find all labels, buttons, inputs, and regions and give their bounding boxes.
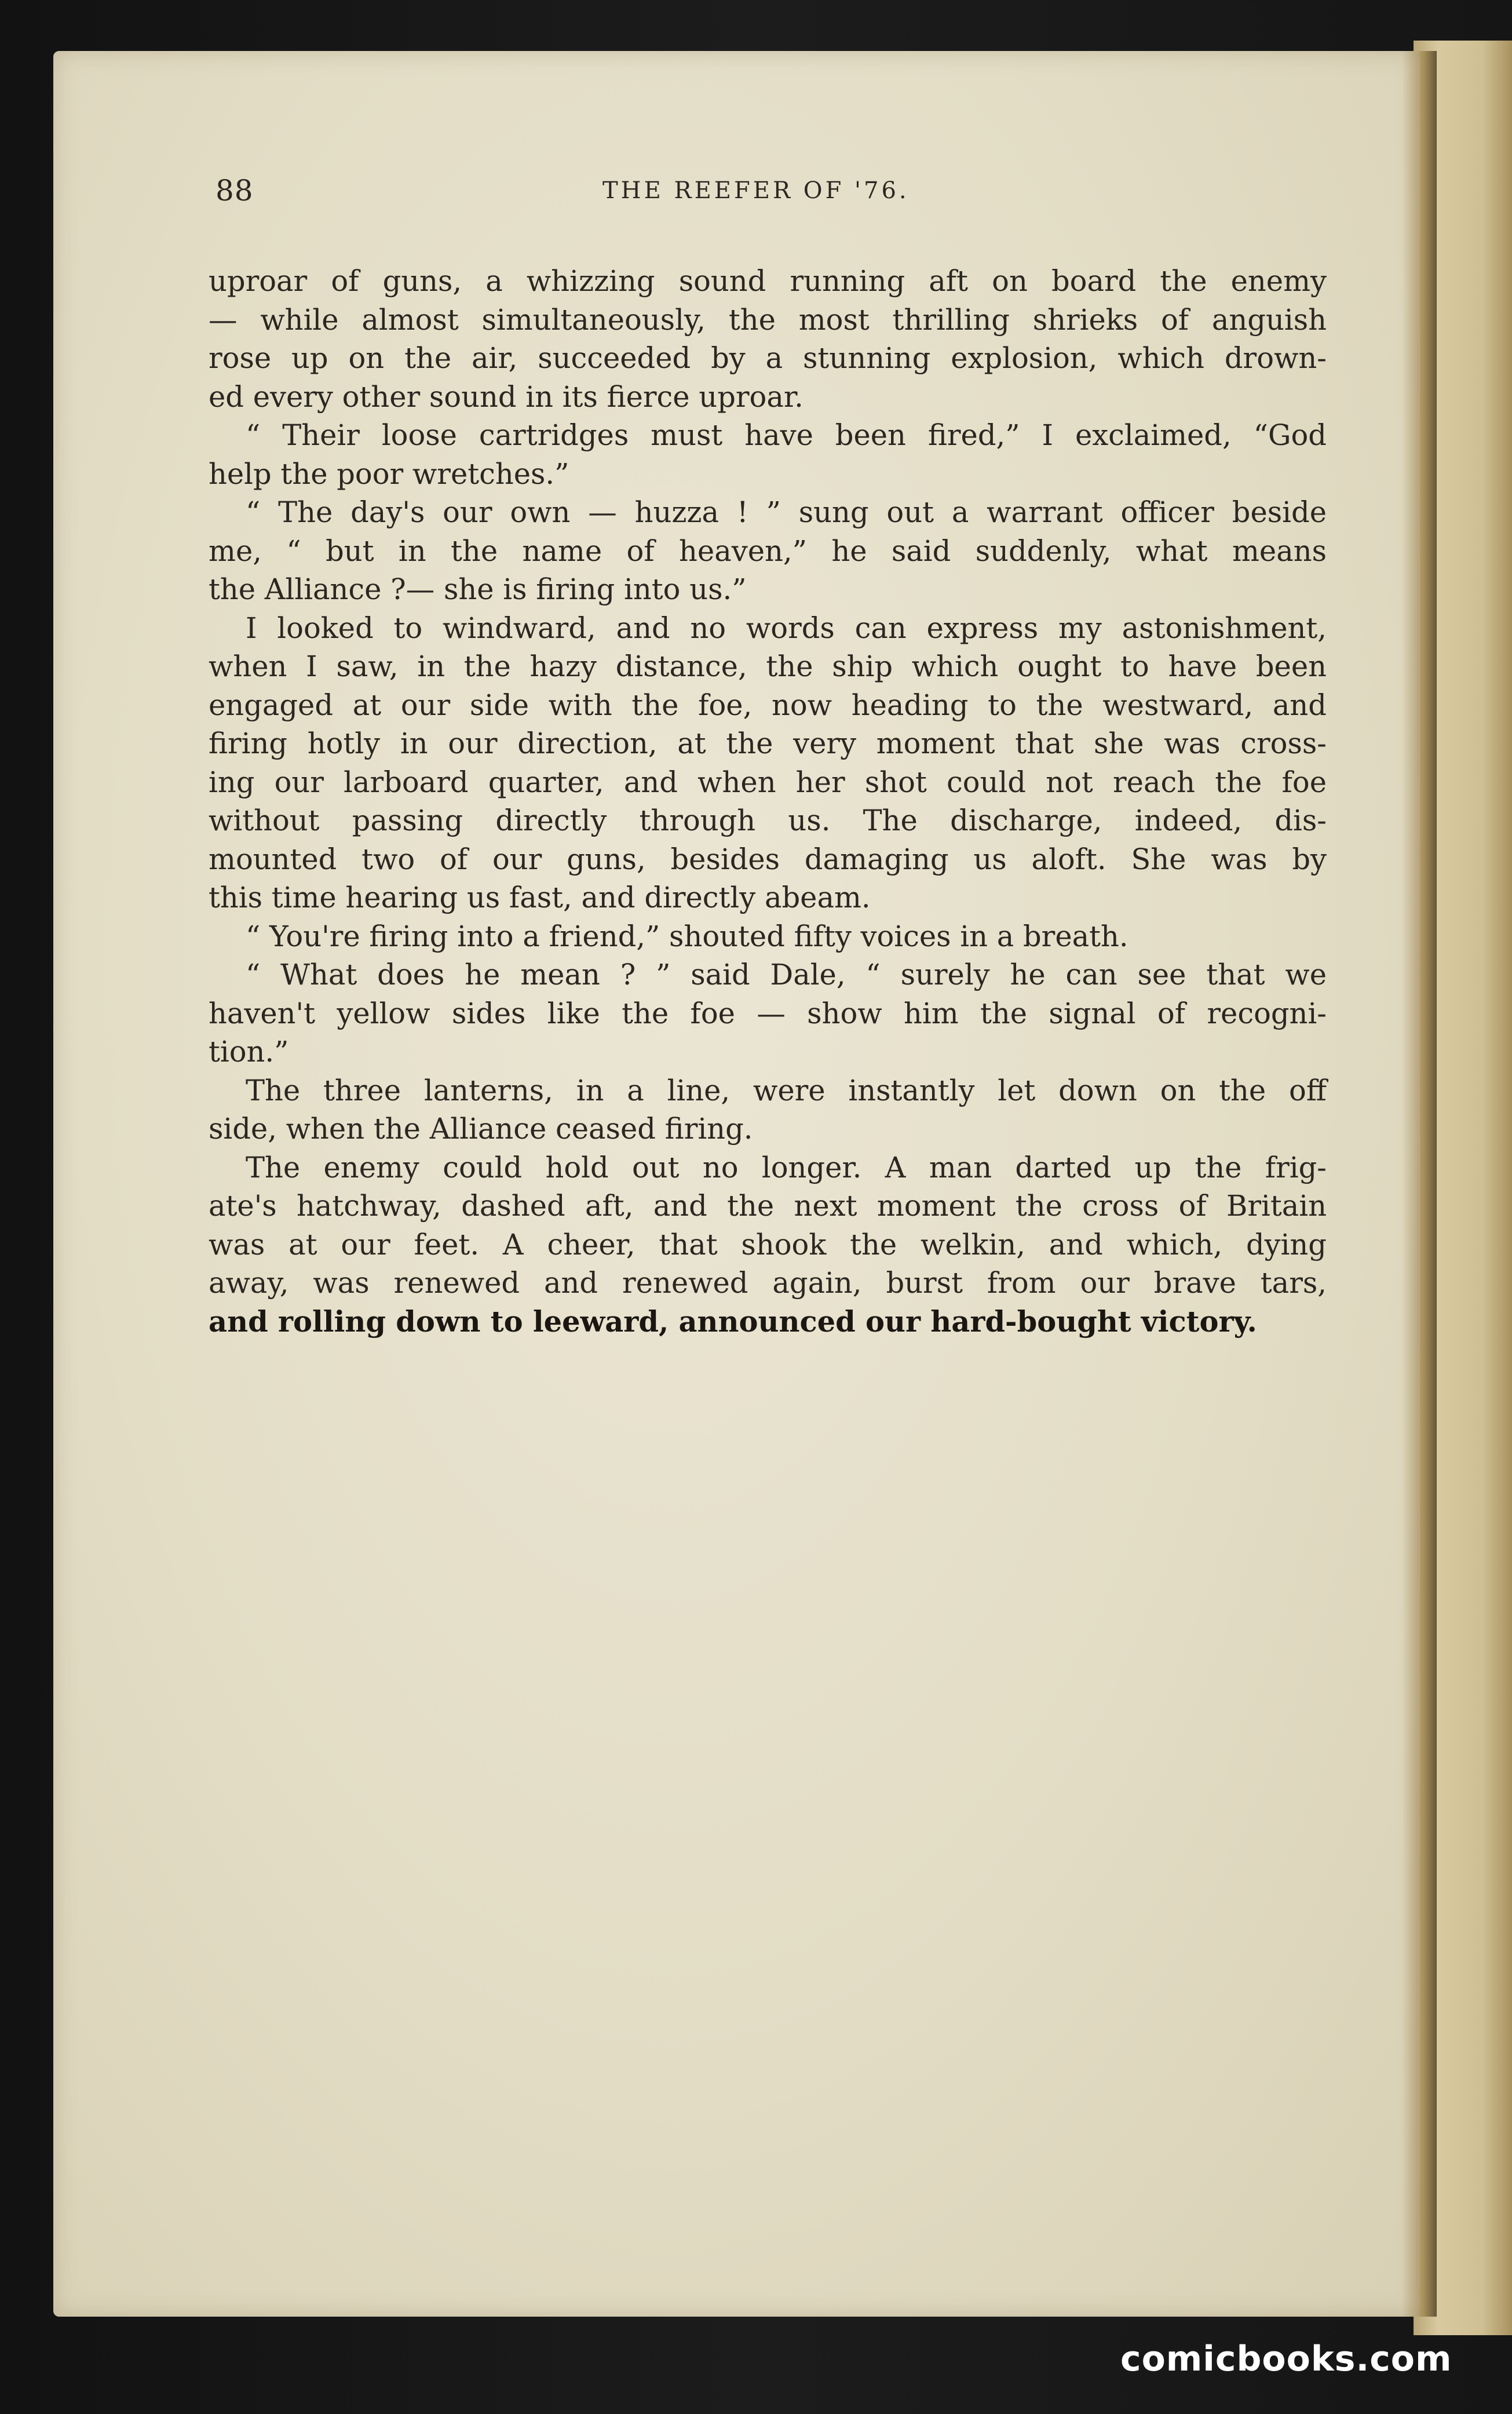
text-line: rose up on the air, succeeded by a stunning explosion, which drown- <box>209 341 1327 375</box>
text-line: without passing directly through us. The discharge, indeed, dis- <box>209 804 1327 837</box>
site-watermark: comicbooks.com <box>1120 2339 1452 2379</box>
text-line: firing hotly in our direction, at the very moment that she was cross- <box>209 727 1327 760</box>
spine-shadow <box>1402 51 1437 2317</box>
text-line: engaged at our side with the foe, now heading to the westward, and <box>209 688 1327 722</box>
text-line: was at our feet. A cheer, that shook the welkin, and which, dying <box>209 1227 1327 1261</box>
text-line: help the poor wretches.” <box>209 457 569 491</box>
text-line: — while almost simultaneously, the most thrilling shrieks of anguish <box>209 302 1327 337</box>
text-line: “ You're firing into a friend,” shouted fifty voices in a breath. <box>246 919 1128 953</box>
text-line: I looked to windward, and no words can express my astonishment, <box>246 611 1327 645</box>
text-line: uproar of guns, a whizzing sound running aft on board the enemy <box>209 264 1327 298</box>
text-line: mounted two of our guns, besides damaging us aloft. She was by <box>209 842 1327 876</box>
text-line: “ What does he mean ? ” said Dale, “ surely he can see that we <box>246 958 1327 991</box>
page-number: 88 <box>216 174 254 207</box>
text-line: when I saw, in the hazy distance, the ship which ought to have been <box>209 650 1327 683</box>
text-line: tion.” <box>209 1035 289 1069</box>
text-line: The three lanterns, in a line, were instantly let down on the off <box>246 1073 1327 1107</box>
text-line: “ The day's our own — huzza ! ” sung out a warrant officer beside <box>246 495 1327 529</box>
text-line: ed every other sound in its fierce uproar. <box>209 380 804 414</box>
text-line: away, was renewed and renewed again, burst from our brave tars, <box>209 1266 1327 1300</box>
page-body <box>209 262 1327 1341</box>
running-head: THE REEFER OF '76. <box>602 177 910 204</box>
text-line: me, “ but in the name of heaven,” he said suddenly, what means <box>209 534 1327 568</box>
page-header <box>0 174 1512 220</box>
text-line: The enemy could hold out no longer. A man darted up the frig- <box>246 1150 1327 1184</box>
text-line: ing our larboard quarter, and when her shot could not reach the foe <box>209 765 1327 799</box>
text-line: side, when the Alliance ceased firing. <box>209 1112 753 1146</box>
text-line: this time hearing us fast, and directly abeam. <box>209 881 871 914</box>
text-line: “ Their loose cartridges must have been fired,” I exclaimed, “God <box>246 418 1327 452</box>
text-line: the Alliance ?— she is firing into us.” <box>209 572 747 606</box>
text-line: haven't yellow sides like the foe — show him the signal of recogni- <box>209 996 1327 1030</box>
text-line: and rolling down to leeward, announced our hard-bought victory. <box>209 1304 1257 1339</box>
text-line: ate's hatchway, dashed aft, and the next moment the cross of Britain <box>209 1189 1327 1223</box>
